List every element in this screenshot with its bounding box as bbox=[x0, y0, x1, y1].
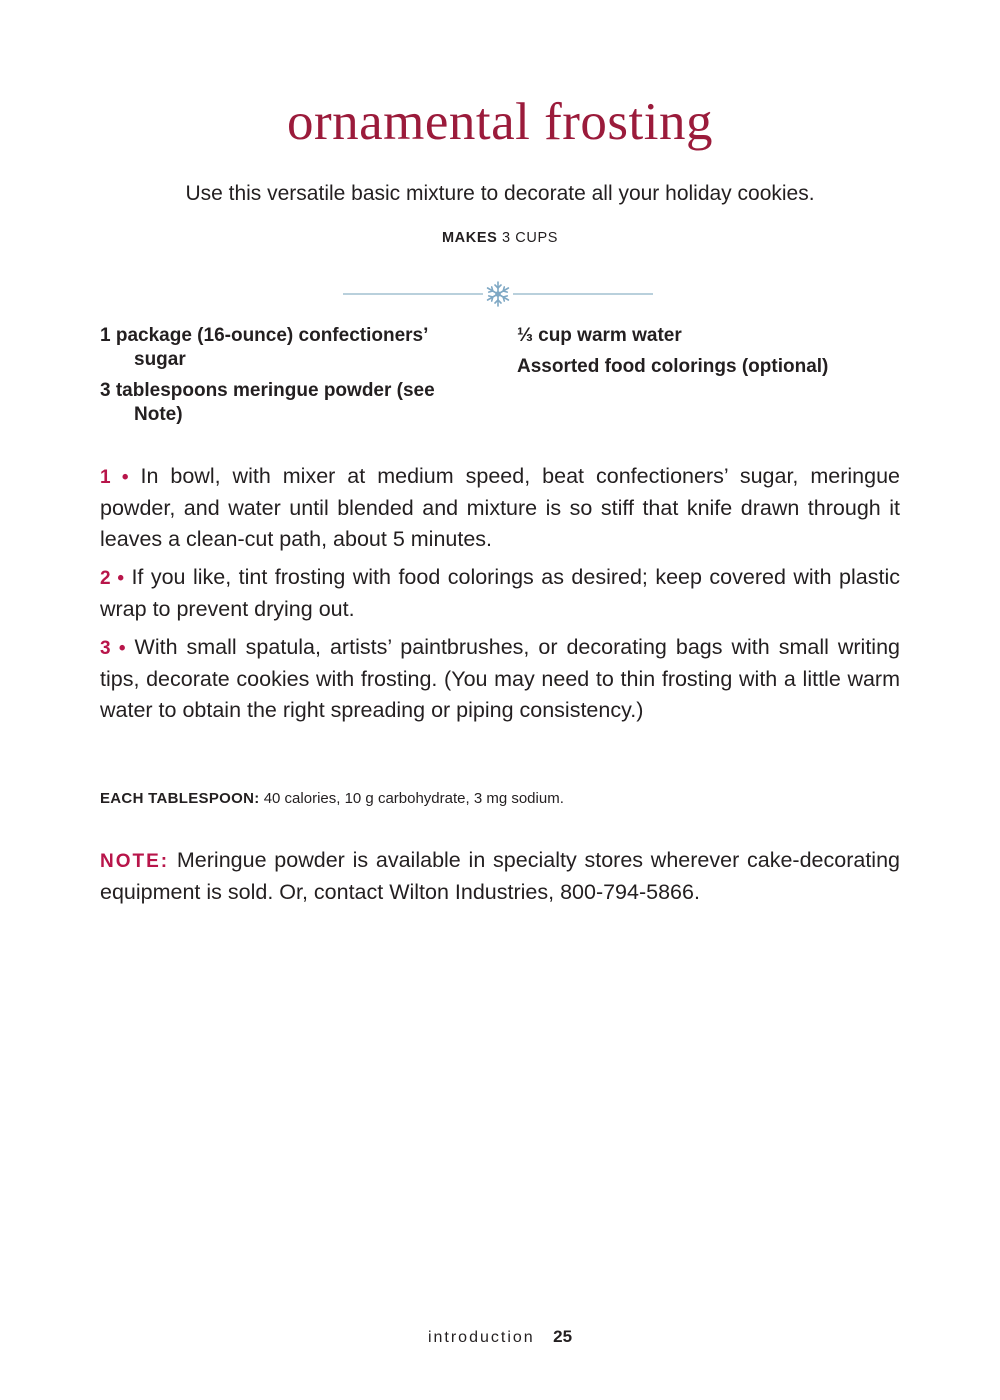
snowflake-divider bbox=[343, 280, 653, 308]
step-number: 1 • bbox=[100, 467, 129, 488]
yield-label: MAKES bbox=[442, 230, 498, 246]
note-label: NOTE: bbox=[100, 851, 170, 872]
yield-value: 3 CUPS bbox=[502, 230, 558, 246]
step-text: With small spatula, artists’ paintbrushes, or decorating bags with small writing tips, decorate cookies with frosting. (You may need to thin frosting with a little warm water to obtain the right spreading or piping consistency.) bbox=[100, 635, 900, 722]
footer-section-name: introduction bbox=[427, 1329, 535, 1346]
recipe-subtitle: Use this versatile basic mixture to decorate all your holiday cookies. bbox=[185, 182, 815, 205]
ingredient-item: 1 package (16-ounce) confectioners’ sugar bbox=[100, 325, 428, 370]
step-text: In bowl, with mixer at medium speed, beat confectioners’ sugar, meringue powder, and water until blended and mixture is so stiff that knife drawn through it leaves a clean-cut path, about 5 minutes. bbox=[100, 464, 900, 551]
ingredients-column-left bbox=[100, 324, 480, 434]
step-text: If you like, tint frosting with food colorings as desired; keep covered with plastic wrap to prevent drying out. bbox=[100, 565, 900, 621]
nutrition-label: EACH TABLESPOON: bbox=[100, 790, 260, 807]
recipe-note bbox=[100, 845, 900, 908]
ingredient-item: 3 tablespoons meringue powder (see Note) bbox=[100, 380, 435, 425]
step-1 bbox=[100, 461, 900, 555]
page-title: ornamental frosting bbox=[286, 93, 714, 151]
recipe-steps bbox=[100, 461, 900, 733]
step-number: 2 • bbox=[100, 568, 124, 589]
step-number: 3 • bbox=[100, 638, 126, 659]
page-number: 25 bbox=[553, 1327, 573, 1346]
step-3 bbox=[100, 632, 900, 726]
nutrition-text: 40 calories, 10 g carbohydrate, 3 mg sodium. bbox=[263, 790, 564, 807]
ingredients-column-right bbox=[517, 324, 900, 386]
recipe-yield bbox=[0, 228, 1000, 248]
snowflake-icon bbox=[486, 282, 510, 306]
page-footer bbox=[0, 1326, 1000, 1349]
ingredient-item: ⅓ cup warm water bbox=[517, 325, 682, 346]
ingredient-item: Assorted food colorings (optional) bbox=[517, 356, 829, 377]
step-2 bbox=[100, 562, 900, 625]
note-text: Meringue powder is available in specialty stores wherever cake-decorating equipment is sold. Or, contact Wilton Industries, 800-794-5866. bbox=[100, 848, 900, 904]
nutrition-info bbox=[100, 789, 900, 809]
